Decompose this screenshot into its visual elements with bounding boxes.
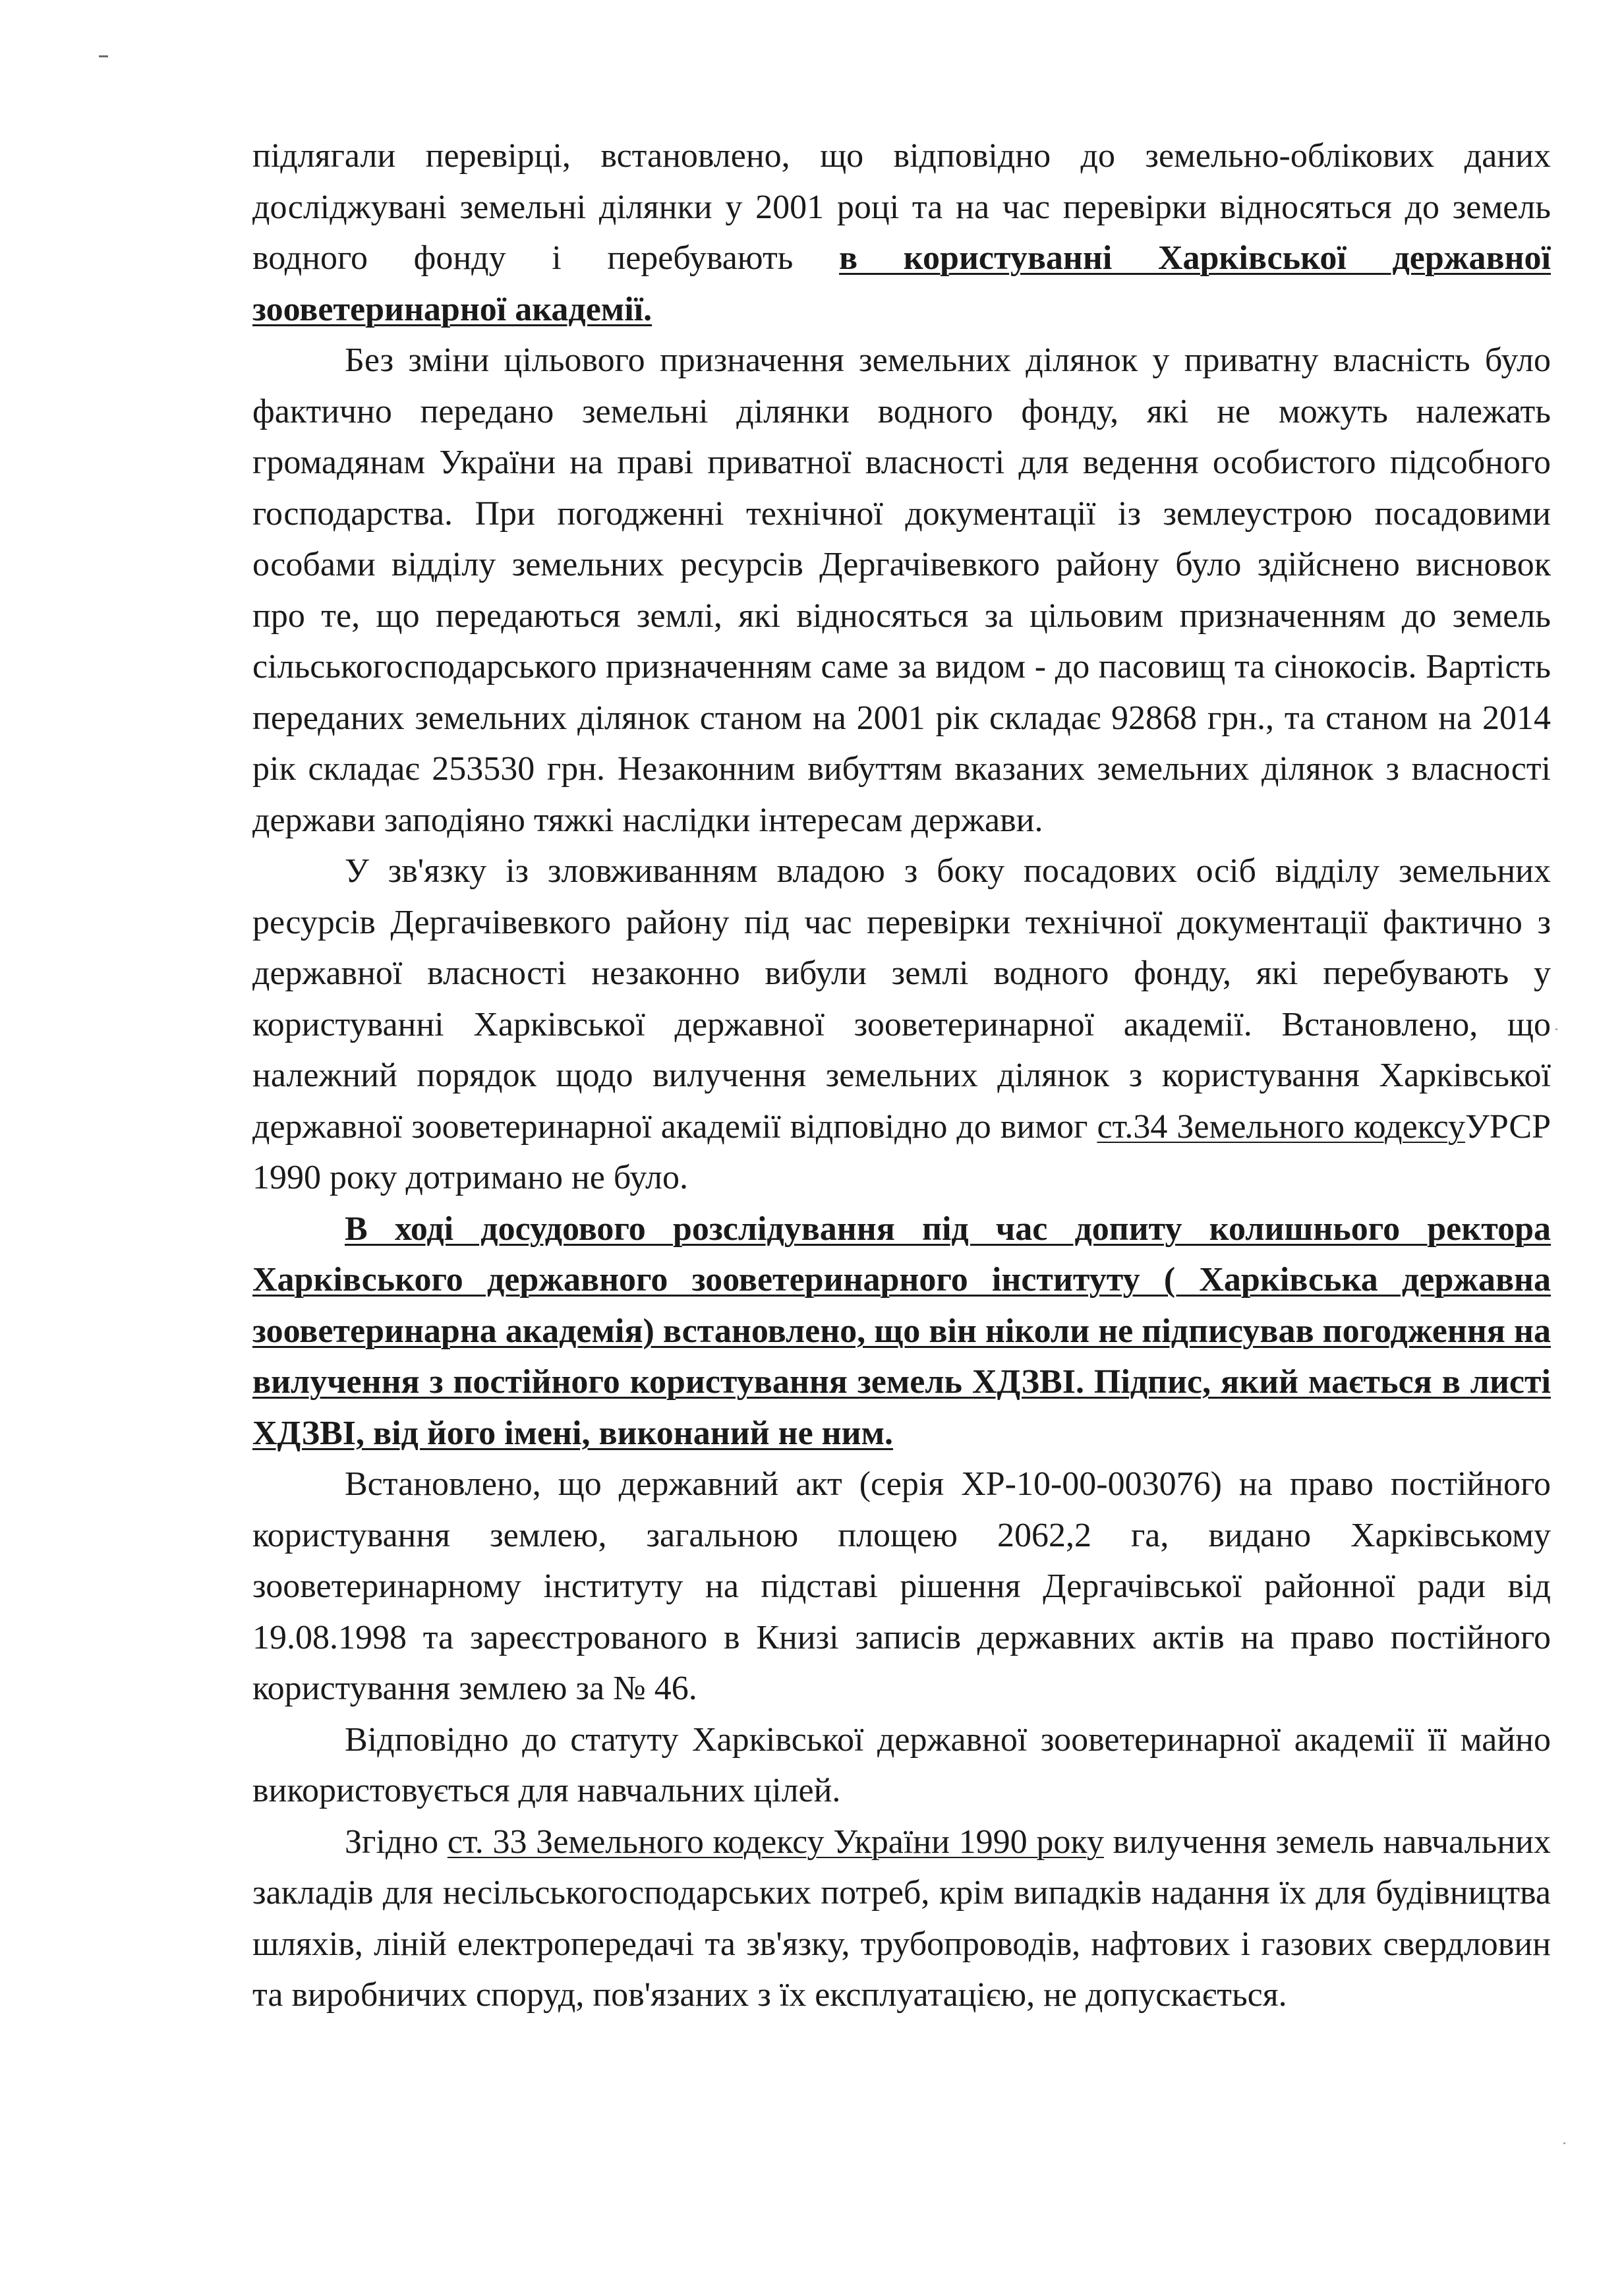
law-reference-link[interactable]: ст.34 Земельного кодексу	[1097, 1107, 1466, 1146]
paragraph-6: Відповідно до статуту Харківської державної зооветеринарної академії її майно використовується для навчальних цілей.	[252, 1720, 1551, 1809]
paragraph-1	[252, 131, 1551, 335]
law-reference-link[interactable]: ст. 33 Земельного кодексу України 1990 року	[447, 1823, 1104, 1861]
paragraph-3-text-end: УРСР 1990 року дотримано не було.	[252, 1107, 1552, 1196]
scan-speck	[1555, 1028, 1557, 1030]
paragraph-1-emphasis: в користуванні Харківської державної зооветеринарної академії.	[252, 239, 1551, 328]
paragraph-4-emphasis: В ході досудового розслідування під час допиту колишнього ректора Харківського державного зооветеринарного інституту ( Харківська державна зооветеринарна академія) встановлено, що він ніколи не підписував погодження на вилучення з постійного користування земель ХДЗВІ. Підпис, який мається в листі ХДЗВІ, від його імені, виконаний не ним.	[252, 1210, 1551, 1452]
paragraph-1-text: підлягали перевірці, встановлено, що відповідно до земельно-облікових даних досліджувані земельні ділянки у 2001 році та на час перевірки відносяться до земель водного фонду і перебувають	[252, 137, 1551, 277]
paragraph-7	[252, 1817, 1551, 2021]
paragraph-5: Встановлено, що державний акт (серія ХР-10-00-003076) на право постійного користування землею, загальною площею 2062,2 га, видано Харківському зооветеринарному інституту на підставі рішення Дергачівської районної ради від 19.08.1998 та зареєстрованого в Книзі записів державних актів на право постійного користування землею за № 46.	[252, 1465, 1551, 1707]
paragraph-3-text: У зв'язку із зловживанням владою з боку посадових осіб відділу земельних ресурсів Дергачівевкого району під час перевірки технічної документації фактично з державної власності незаконно вибули землі водного фонду, які перебувають у користуванні Харківської державної зооветеринарної академії. Встановлено, що належний порядок щодо вилучення земельних ділянок з користування Харківської державної зооветеринарної академії відповідно до вимог	[252, 852, 1551, 1146]
document-body	[252, 131, 1551, 2021]
paragraph-3	[252, 846, 1551, 1204]
paragraph-7-text-end: вилучення земель навчальних закладів для несільськогосподарських потреб, крім випадків надання їх для будівництва шляхів, ліній електропередачі та зв'язку, трубопроводів, нафтових і газових свердловин та виробничих споруд, пов'язаних з їх експлуатацією, не допускається.	[252, 1823, 1551, 2014]
scan-speck	[1563, 2142, 1565, 2144]
paragraph-2: Без зміни цільового призначення земельних ділянок у приватну власність було фактично передано земельні ділянки водного фонду, які не можуть належать громадянам України на праві приватної власності для ведення особистого підсобного господарства. При погодженні технічної документації із землеустрою посадовими особами відділу земельних ресурсів Дергачівевкого району було здійснено висновок про те, що передаються землі, які відносяться за цільовим призначенням до земель сільськогосподарського призначенням саме за видом - до пасовищ та сінокосів. Вартість переданих земельних ділянок станом на 2001 рік складає 92868 грн., та станом на 2014 рік складає 253530 грн. Незаконним вибуттям вказаних земельних ділянок з власності держави заподіяно тяжкі наслідки інтересам держави.	[252, 341, 1551, 839]
paragraph-7-text: Згідно	[345, 1823, 448, 1861]
scan-mark	[99, 55, 108, 57]
